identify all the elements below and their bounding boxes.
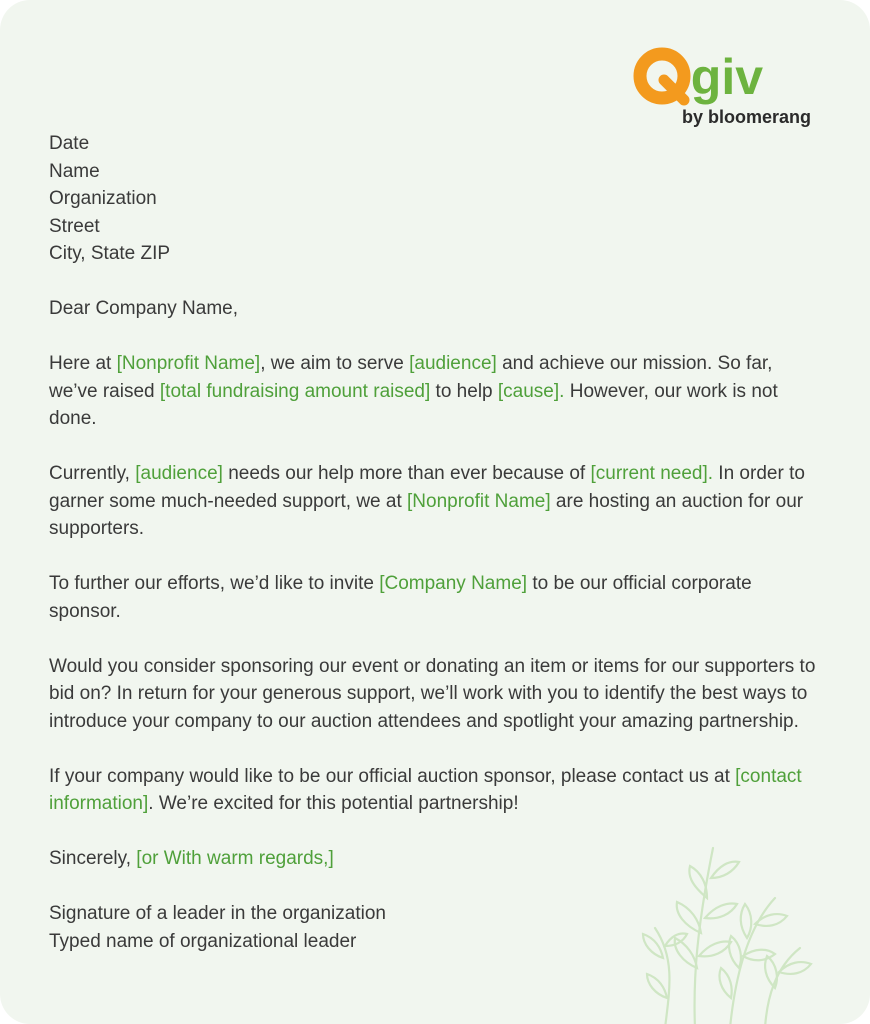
placeholder-nonprofit-name: [Nonprofit Name] bbox=[407, 490, 551, 512]
qgiv-logo bbox=[632, 46, 832, 128]
logo-brand-text: Qgiv bbox=[690, 49, 764, 105]
placeholder-cause: [cause]. bbox=[497, 380, 565, 402]
address-street: Street bbox=[49, 215, 100, 237]
typed-name-line: Typed name of organizational leader bbox=[49, 930, 357, 952]
placeholder-current-need: [current need]. bbox=[590, 463, 714, 484]
paragraph-request: Would you consider sponsoring our event or donating an item or items for our supporters to bid on? In return for your generous support, we’ll work with you to identify the best ways to introduce your company to our auction attendees and spotlight your amazing partnership. bbox=[49, 655, 816, 732]
placeholder-audience: [audience] bbox=[135, 463, 223, 484]
placeholder-fundraising-amount: [total fundraising amount raised] bbox=[159, 380, 431, 402]
leaf-sprig-decoration bbox=[635, 838, 815, 1024]
salutation: Dear Company Name, bbox=[49, 298, 239, 319]
placeholder-company-name: [Company Name] bbox=[379, 573, 528, 594]
address-date: Date bbox=[49, 133, 90, 154]
recipient-address bbox=[49, 130, 819, 268]
signature-line: Signature of a leader in the organization bbox=[49, 903, 386, 924]
address-city: City, State ZIP bbox=[49, 243, 171, 264]
paragraph-intro: Here at [Nonprofit Name], we aim to serve [audience] and achieve our mission. So far, we’ve raised [total fundraising amount raised] to help [cause]. However, our work is not done. bbox=[49, 353, 778, 429]
closing: Sincerely, [or With warm regards,] bbox=[49, 848, 334, 869]
paragraph-invite: To further our efforts, we’d like to invite [Company Name] to be our official corporate sponsor. bbox=[49, 573, 752, 622]
paragraph-contact: If your company would like to be our official auction sponsor, please contact us at [contact information]. We’re excited for this potential partnership! bbox=[49, 765, 802, 814]
placeholder-contact-information: [contact information] bbox=[49, 765, 802, 814]
address-organization: Organization bbox=[49, 188, 157, 209]
logo-tagline: by bloomerang bbox=[682, 107, 812, 127]
address-name: Name bbox=[49, 160, 100, 182]
placeholder-audience: [audience] bbox=[409, 353, 497, 374]
paragraph-need: Currently, [audience] needs our help more than ever because of [current need]. In order to garner some much-needed support, we at [Nonprofit Name] are hosting an auction for our supporters. bbox=[49, 463, 805, 539]
placeholder-nonprofit-name: [Nonprofit Name] bbox=[116, 353, 261, 374]
placeholder-closing-alternative: [or With warm regards,] bbox=[136, 848, 334, 869]
